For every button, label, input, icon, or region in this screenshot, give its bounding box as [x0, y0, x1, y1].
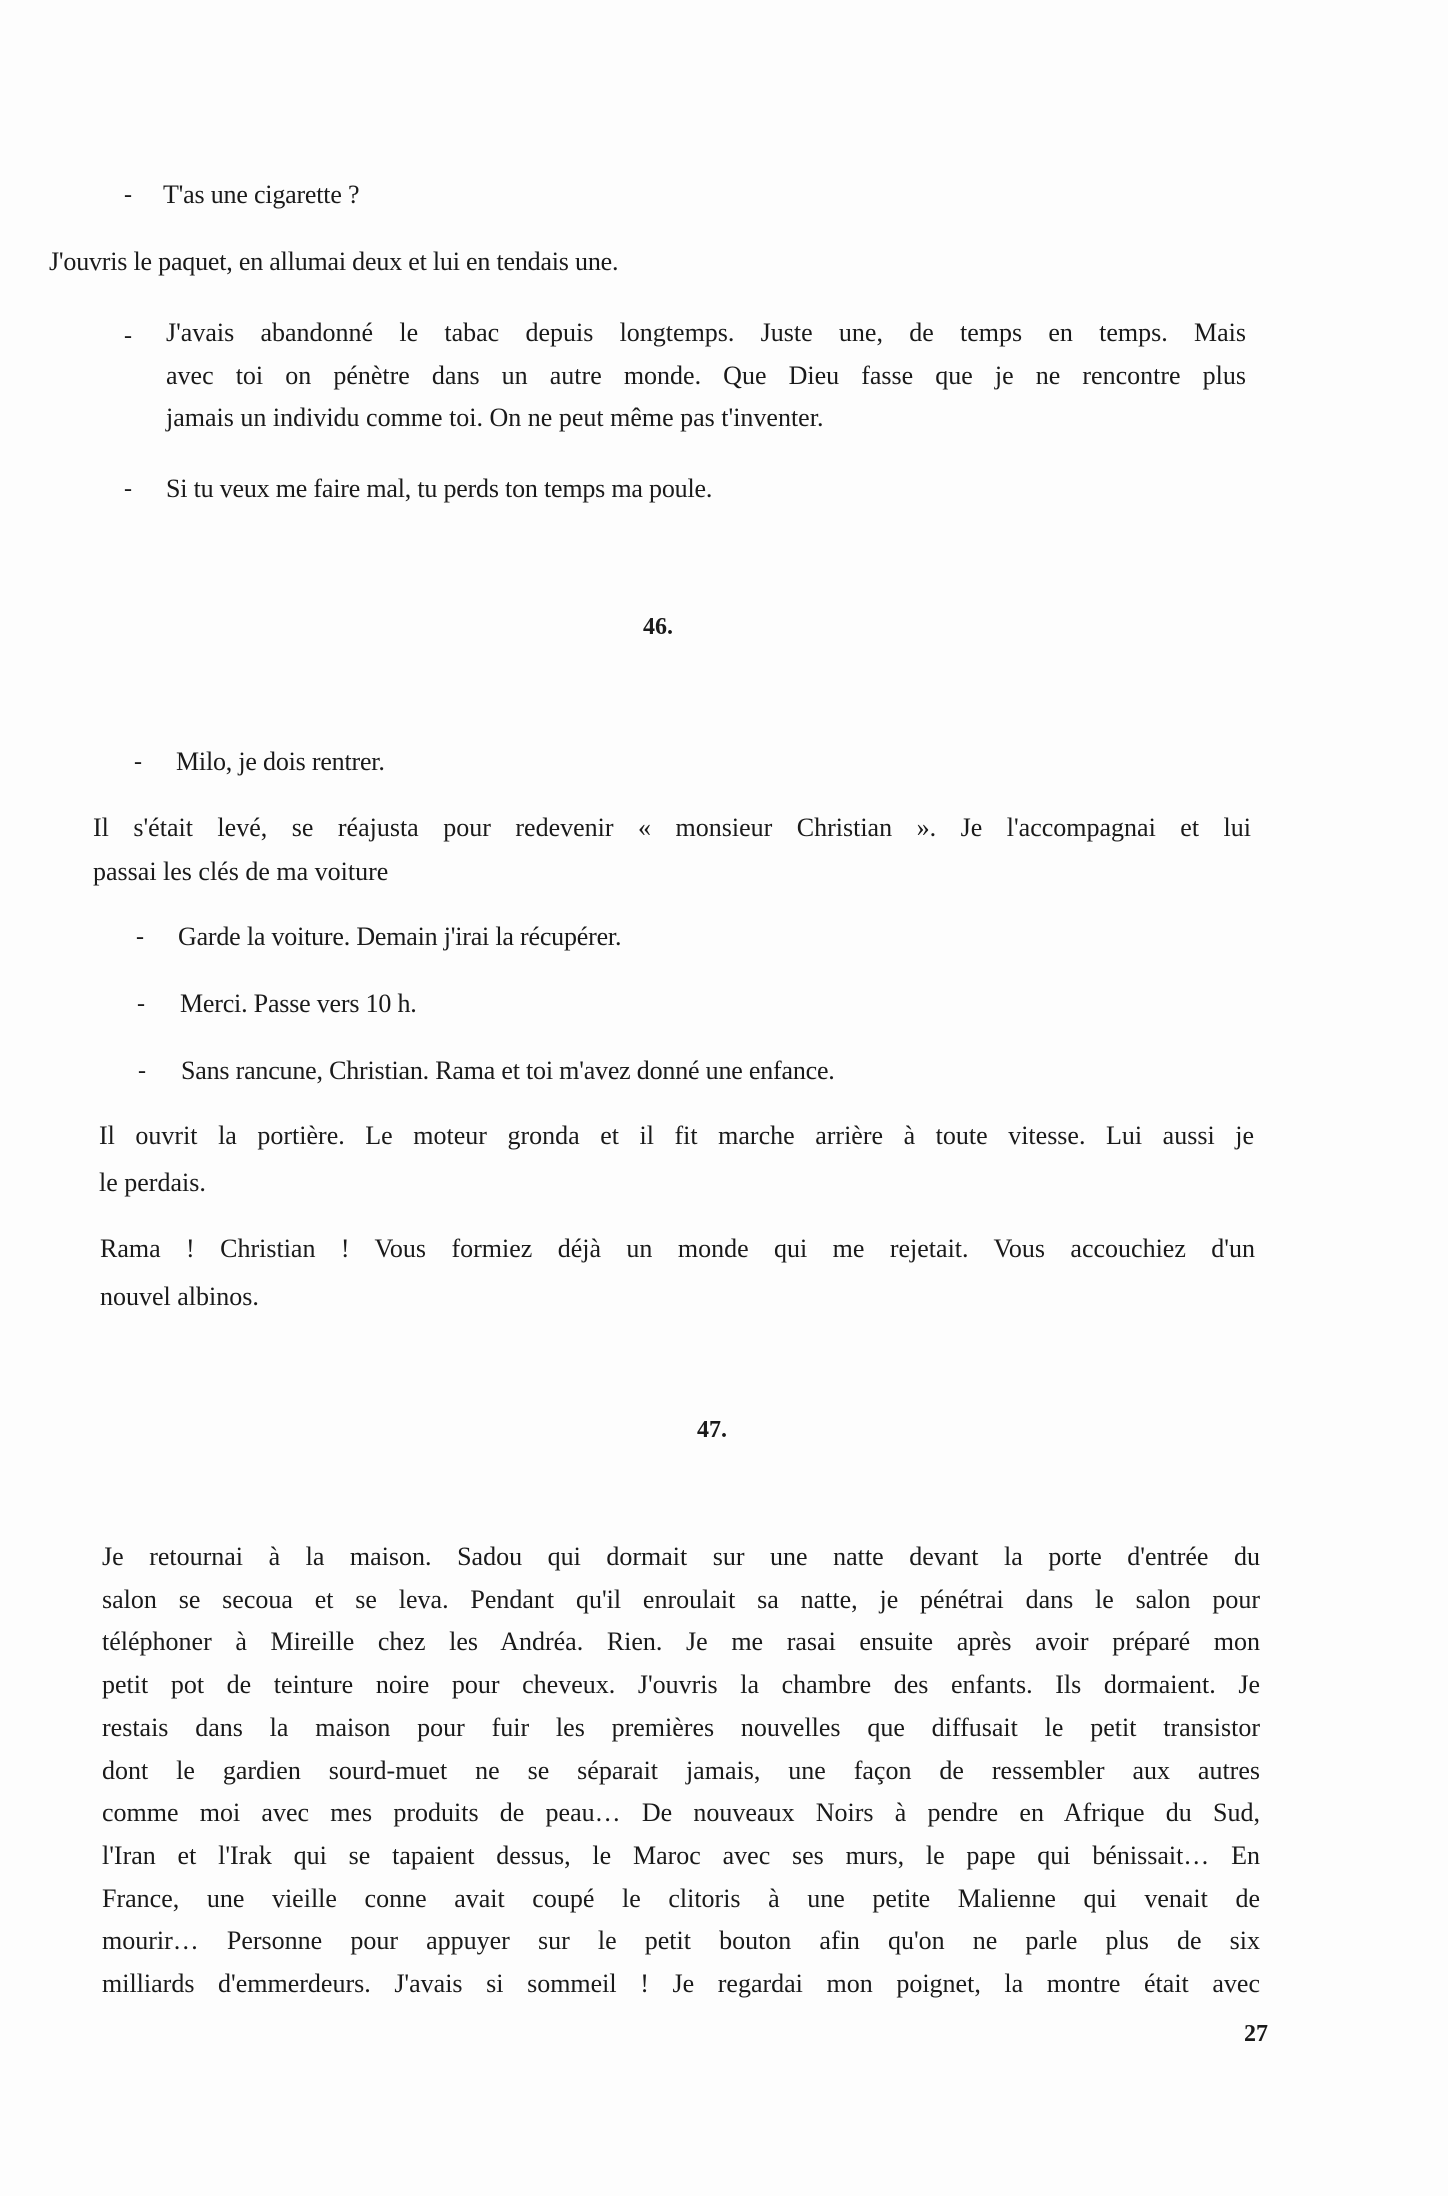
paragraph-line: milliards d'emmerdeurs. J'avais si sommeil ! Je regardai mon poignet, la montre était avec: [102, 1969, 1260, 1999]
dialogue-dash: -: [138, 1058, 146, 1084]
paragraph-line: France, une vieille conne avait coupé le clitoris à une petite Malienne qui venait de: [102, 1883, 1260, 1913]
dialogue-dash: -: [124, 476, 132, 502]
paragraph-line: passai les clés de ma voiture: [93, 857, 389, 886]
paragraph: [99, 1112, 1254, 1206]
paragraph-line: Il s'était levé, se réajusta pour redevenir « monsieur Christian ». Je l'accompagnai et lui: [93, 813, 1251, 842]
paragraph: [93, 806, 1251, 894]
dialogue-line: Merci. Passe vers 10 h.: [180, 989, 417, 1018]
dialogue-line: jamais un individu comme toi. On ne peut même pas t'inventer.: [166, 403, 824, 433]
paragraph-line: restais dans la maison pour fuir les premières nouvelles que diffusait le petit transistor: [102, 1712, 1260, 1742]
paragraph-line: Rama ! Christian ! Vous formiez déjà un monde qui me rejetait. Vous accouchiez d'un: [100, 1234, 1255, 1263]
page-number: 27: [1244, 2021, 1268, 2047]
paragraph-line: Il ouvrit la portière. Le moteur gronda et il fit marche arrière à toute vitesse. Lui aussi je: [99, 1121, 1254, 1150]
paragraph-line: dont le gardien sourd-muet ne se séparait jamais, une façon de ressembler aux autres: [102, 1755, 1260, 1785]
dialogue-dash: -: [124, 182, 132, 208]
paragraph-line: mourir… Personne pour appuyer sur le petit bouton afin qu'on ne parle plus de six: [102, 1926, 1260, 1956]
section-heading: 47.: [697, 1417, 727, 1443]
dialogue-line: J'avais abandonné le tabac depuis longtemps. Juste une, de temps en temps. Mais: [166, 318, 1246, 347]
paragraph-line: salon se secoua et se leva. Pendant qu'il enroulait sa natte, je pénétrai dans le salon pour: [102, 1584, 1260, 1614]
paragraph: [100, 1225, 1255, 1321]
dialogue-dash: -: [134, 749, 142, 775]
dialogue-line: T'as une cigarette ?: [163, 180, 360, 209]
paragraph-line: petit pot de teinture noire pour cheveux. J'ouvris la chambre des enfants. Ils dormaient. Je: [102, 1670, 1260, 1700]
dialogue-dash: -: [137, 991, 145, 1017]
paragraph-line: nouvel albinos.: [100, 1282, 259, 1311]
section-heading: 46.: [643, 614, 673, 640]
dialogue-dash: -: [136, 924, 144, 950]
paragraph: [102, 1536, 1260, 2006]
paragraph-line: J'ouvris le paquet, en allumai deux et lui en tendais une.: [49, 247, 619, 276]
paragraph-line: le perdais.: [99, 1168, 206, 1197]
dialogue-block: [166, 312, 1246, 440]
dialogue-line: Sans rancune, Christian. Rama et toi m'avez donné une enfance.: [181, 1056, 835, 1085]
paragraph-line: téléphoner à Mireille chez les Andréa. Rien. Je me rasai ensuite après avoir préparé mon: [102, 1627, 1260, 1657]
dialogue-line: Si tu veux me faire mal, tu perds ton temps ma poule.: [166, 474, 713, 503]
dialogue-line: Milo, je dois rentrer.: [176, 747, 385, 776]
dialogue-line: Garde la voiture. Demain j'irai la récupérer.: [178, 922, 622, 951]
paragraph-line: l'Iran et l'Irak qui se tapaient dessus, le Maroc avec ses murs, le pape qui bénissait… En: [102, 1840, 1260, 1870]
dialogue-line: avec toi on pénètre dans un autre monde. Que Dieu fasse que je ne rencontre plus: [166, 360, 1246, 390]
paragraph-line: Je retournai à la maison. Sadou qui dormait sur une natte devant la porte d'entrée du: [102, 1542, 1260, 1571]
dialogue-dash: -: [124, 323, 132, 349]
paragraph-line: comme moi avec mes produits de peau… De nouveaux Noirs à pendre en Afrique du Sud,: [102, 1798, 1260, 1828]
